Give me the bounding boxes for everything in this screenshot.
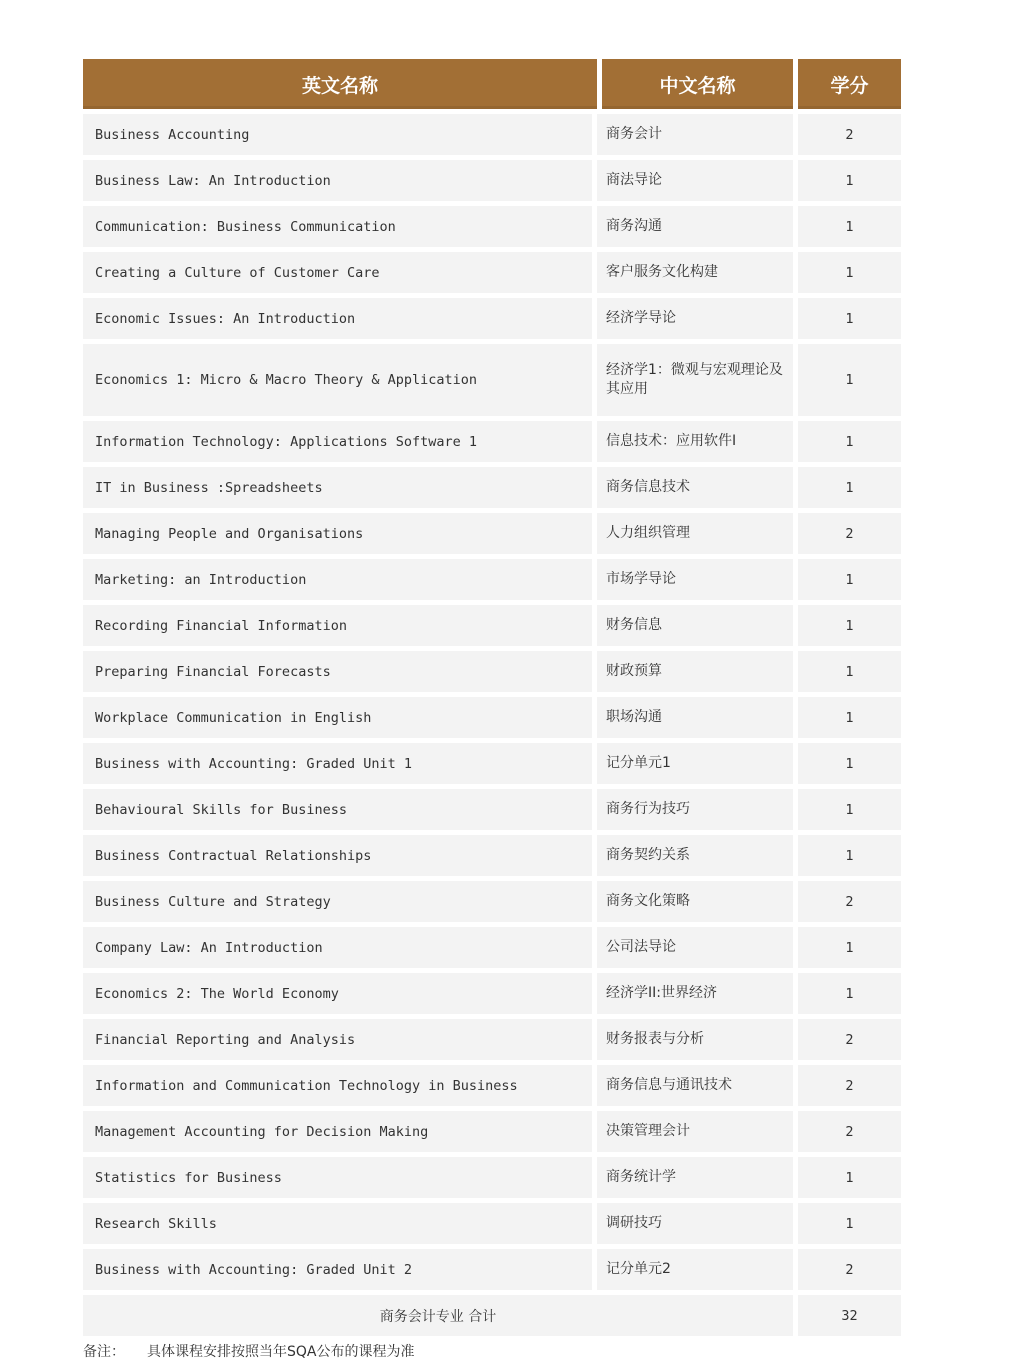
table-row [83,743,901,784]
total-credits: 32 [798,1295,901,1336]
course-chinese-name: 记分单元1 [597,743,793,784]
course-credits: 2 [798,1019,901,1060]
course-english-name: Information Technology: Applications Software 1 [83,421,592,462]
table-row [83,513,901,554]
table-row [83,160,901,201]
course-english-name: Business with Accounting: Graded Unit 2 [83,1249,592,1290]
total-label: 商务会计专业 合计 [83,1295,793,1336]
course-chinese-name: 客户服务文化构建 [597,252,793,293]
course-credits: 1 [798,605,901,646]
table-row [83,114,901,155]
footnote-text: 具体课程安排按照当年SQA公布的课程为准 [147,1344,415,1360]
course-chinese-name: 商务信息与通讯技术 [597,1065,793,1106]
course-chinese-name: 商务信息技术 [597,467,793,508]
course-english-name: Financial Reporting and Analysis [83,1019,592,1060]
footnote-label: 备注： [83,1344,125,1360]
course-english-name: Recording Financial Information [83,605,592,646]
table-row [83,1203,901,1244]
course-chinese-name: 市场学导论 [597,559,793,600]
course-credits: 2 [798,114,901,155]
header-english-name: 英文名称 [83,59,597,109]
course-chinese-name: 商务契约关系 [597,835,793,876]
course-chinese-name: 职场沟通 [597,697,793,738]
course-credits: 1 [798,743,901,784]
table-row [83,881,901,922]
course-english-name: Business Culture and Strategy [83,881,592,922]
course-credits: 1 [798,206,901,247]
course-chinese-name: 决策管理会计 [597,1111,793,1152]
course-english-name: Business Accounting [83,114,592,155]
course-english-name: Business with Accounting: Graded Unit 1 [83,743,592,784]
course-chinese-name: 商务会计 [597,114,793,155]
course-chinese-name: 商务统计学 [597,1157,793,1198]
course-credits: 1 [798,421,901,462]
course-credits: 1 [798,789,901,830]
course-chinese-name: 经济学1：微观与宏观理论及其应用 [597,344,793,416]
table-row [83,697,901,738]
course-chinese-name: 商务行为技巧 [597,789,793,830]
course-english-name: Workplace Communication in English [83,697,592,738]
course-credits: 2 [798,1111,901,1152]
table-row [83,467,901,508]
course-table [83,59,901,1336]
course-english-name: Marketing: an Introduction [83,559,592,600]
table-row [83,973,901,1014]
table-header [83,59,901,109]
course-english-name: Research Skills [83,1203,592,1244]
table-row [83,789,901,830]
total-row [83,1295,901,1336]
course-chinese-name: 经济学II:世界经济 [597,973,793,1014]
table-row [83,835,901,876]
course-chinese-name: 商法导论 [597,160,793,201]
course-credits: 1 [798,651,901,692]
course-chinese-name: 财务报表与分析 [597,1019,793,1060]
course-english-name: Behavioural Skills for Business [83,789,592,830]
course-credits: 1 [798,160,901,201]
course-english-name: Economic Issues: An Introduction [83,298,592,339]
course-english-name: Economics 1: Micro & Macro Theory & Application [83,344,592,416]
course-chinese-name: 商务沟通 [597,206,793,247]
course-chinese-name: 公司法导论 [597,927,793,968]
course-english-name: Business Contractual Relationships [83,835,592,876]
footnote [83,1341,414,1361]
table-row [83,927,901,968]
course-chinese-name: 财务信息 [597,605,793,646]
course-credits: 2 [798,881,901,922]
course-english-name: Company Law: An Introduction [83,927,592,968]
course-credits: 1 [798,344,901,416]
course-english-name: Communication: Business Communication [83,206,592,247]
course-credits: 1 [798,1203,901,1244]
course-credits: 1 [798,973,901,1014]
course-english-name: Economics 2: The World Economy [83,973,592,1014]
table-row [83,344,901,416]
header-credits: 学分 [798,59,901,109]
table-row [83,1019,901,1060]
course-chinese-name: 记分单元2 [597,1249,793,1290]
course-chinese-name: 财政预算 [597,651,793,692]
table-row [83,1157,901,1198]
table-row [83,421,901,462]
course-english-name: Preparing Financial Forecasts [83,651,592,692]
course-english-name: Creating a Culture of Customer Care [83,252,592,293]
course-credits: 2 [798,513,901,554]
course-english-name: Information and Communication Technology in Business [83,1065,592,1106]
table-row [83,1111,901,1152]
table-row [83,605,901,646]
course-english-name: Business Law: An Introduction [83,160,592,201]
table-row [83,559,901,600]
course-credits: 1 [798,697,901,738]
course-chinese-name: 人力组织管理 [597,513,793,554]
course-chinese-name: 信息技术：应用软件I [597,421,793,462]
course-credits: 2 [798,1065,901,1106]
course-credits: 1 [798,252,901,293]
table-row [83,206,901,247]
course-english-name: Management Accounting for Decision Making [83,1111,592,1152]
course-english-name: Managing People and Organisations [83,513,592,554]
course-credits: 1 [798,927,901,968]
table-row [83,252,901,293]
course-credits: 1 [798,559,901,600]
course-credits: 1 [798,835,901,876]
table-row [83,298,901,339]
course-credits: 2 [798,1249,901,1290]
course-credits: 1 [798,1157,901,1198]
course-english-name: IT in Business :Spreadsheets [83,467,592,508]
course-chinese-name: 经济学导论 [597,298,793,339]
course-credits: 1 [798,467,901,508]
table-row [83,1065,901,1106]
table-row [83,1249,901,1290]
course-chinese-name: 商务文化策略 [597,881,793,922]
header-chinese-name: 中文名称 [602,59,793,109]
course-chinese-name: 调研技巧 [597,1203,793,1244]
table-row [83,651,901,692]
course-credits: 1 [798,298,901,339]
course-english-name: Statistics for Business [83,1157,592,1198]
